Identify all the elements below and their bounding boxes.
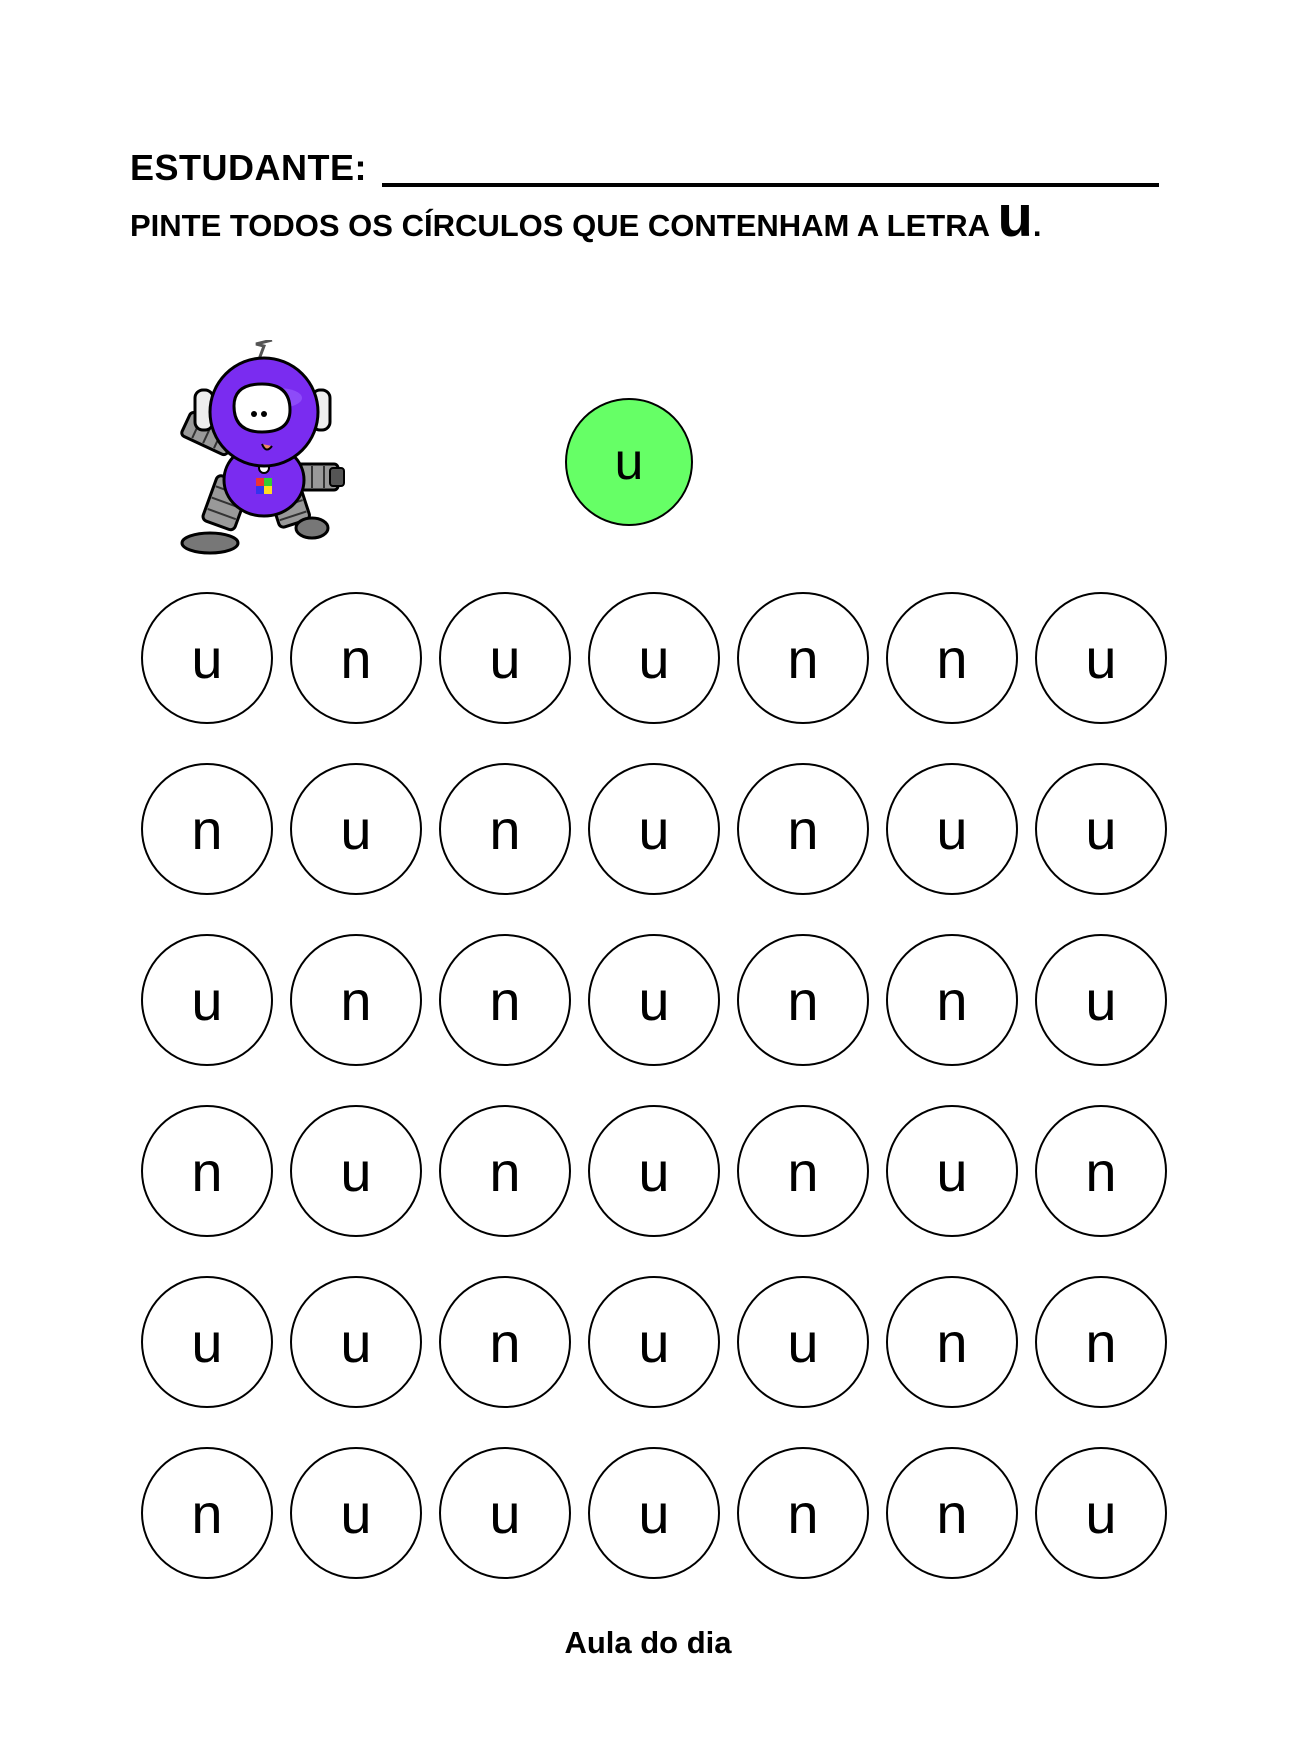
letter-circle[interactable]: n: [141, 763, 273, 895]
letter-circle[interactable]: n: [439, 763, 571, 895]
letter-circle[interactable]: u: [439, 592, 571, 724]
letter-circle[interactable]: n: [1035, 1276, 1167, 1408]
letter-circle[interactable]: n: [290, 934, 422, 1066]
grid-row: [141, 763, 1159, 934]
grid-row: [141, 1447, 1159, 1618]
letter-circle[interactable]: n: [886, 1447, 1018, 1579]
instruction-target-letter: u: [997, 184, 1033, 249]
letter-circle[interactable]: u: [588, 1105, 720, 1237]
letter-circle[interactable]: u: [290, 1276, 422, 1408]
letter-circle[interactable]: u: [141, 934, 273, 1066]
letter-grid: [141, 592, 1159, 1618]
letter-circle[interactable]: u: [290, 1447, 422, 1579]
student-label: ESTUDANTE:: [130, 147, 367, 188]
letter-circle[interactable]: u: [141, 1276, 273, 1408]
example-letter: u: [614, 433, 644, 491]
letter-circle[interactable]: n: [886, 934, 1018, 1066]
letter-circle[interactable]: u: [886, 1105, 1018, 1237]
footer-text: Aula do dia: [564, 1625, 732, 1660]
letter-circle[interactable]: u: [588, 1276, 720, 1408]
grid-row: [141, 592, 1159, 763]
letter-circle[interactable]: n: [141, 1105, 273, 1237]
letter-circle[interactable]: u: [439, 1447, 571, 1579]
instruction: [130, 184, 1042, 249]
letter-circle[interactable]: u: [588, 592, 720, 724]
robot-astronaut-icon: [180, 340, 350, 555]
letter-circle[interactable]: u: [290, 763, 422, 895]
letter-circle[interactable]: n: [439, 934, 571, 1066]
example-circle: [565, 398, 693, 526]
letter-circle[interactable]: n: [737, 1447, 869, 1579]
letter-circle[interactable]: n: [290, 592, 422, 724]
letter-circle[interactable]: u: [588, 934, 720, 1066]
letter-circle[interactable]: u: [1035, 934, 1167, 1066]
letter-circle[interactable]: n: [886, 592, 1018, 724]
instruction-text: PINTE TODOS OS CÍRCULOS QUE CONTENHAM A LETRA: [130, 208, 998, 243]
letter-circle[interactable]: n: [439, 1105, 571, 1237]
letter-circle[interactable]: n: [737, 1105, 869, 1237]
letter-circle[interactable]: u: [588, 1447, 720, 1579]
grid-row: [141, 1276, 1159, 1447]
letter-circle[interactable]: n: [737, 934, 869, 1066]
letter-circle[interactable]: n: [439, 1276, 571, 1408]
letter-circle[interactable]: u: [1035, 763, 1167, 895]
grid-row: [141, 1105, 1159, 1276]
letter-circle[interactable]: u: [1035, 592, 1167, 724]
grid-row: [141, 934, 1159, 1105]
student-name-line[interactable]: [382, 183, 1159, 187]
letter-circle[interactable]: n: [737, 763, 869, 895]
letter-circle[interactable]: u: [141, 592, 273, 724]
letter-circle[interactable]: u: [588, 763, 720, 895]
instruction-end: .: [1032, 208, 1042, 243]
letter-circle[interactable]: n: [1035, 1105, 1167, 1237]
letter-circle[interactable]: u: [1035, 1447, 1167, 1579]
letter-circle[interactable]: u: [737, 1276, 869, 1408]
letter-circle[interactable]: u: [290, 1105, 422, 1237]
letter-circle[interactable]: u: [886, 763, 1018, 895]
letter-circle[interactable]: n: [141, 1447, 273, 1579]
letter-circle[interactable]: n: [886, 1276, 1018, 1408]
letter-circle[interactable]: n: [737, 592, 869, 724]
